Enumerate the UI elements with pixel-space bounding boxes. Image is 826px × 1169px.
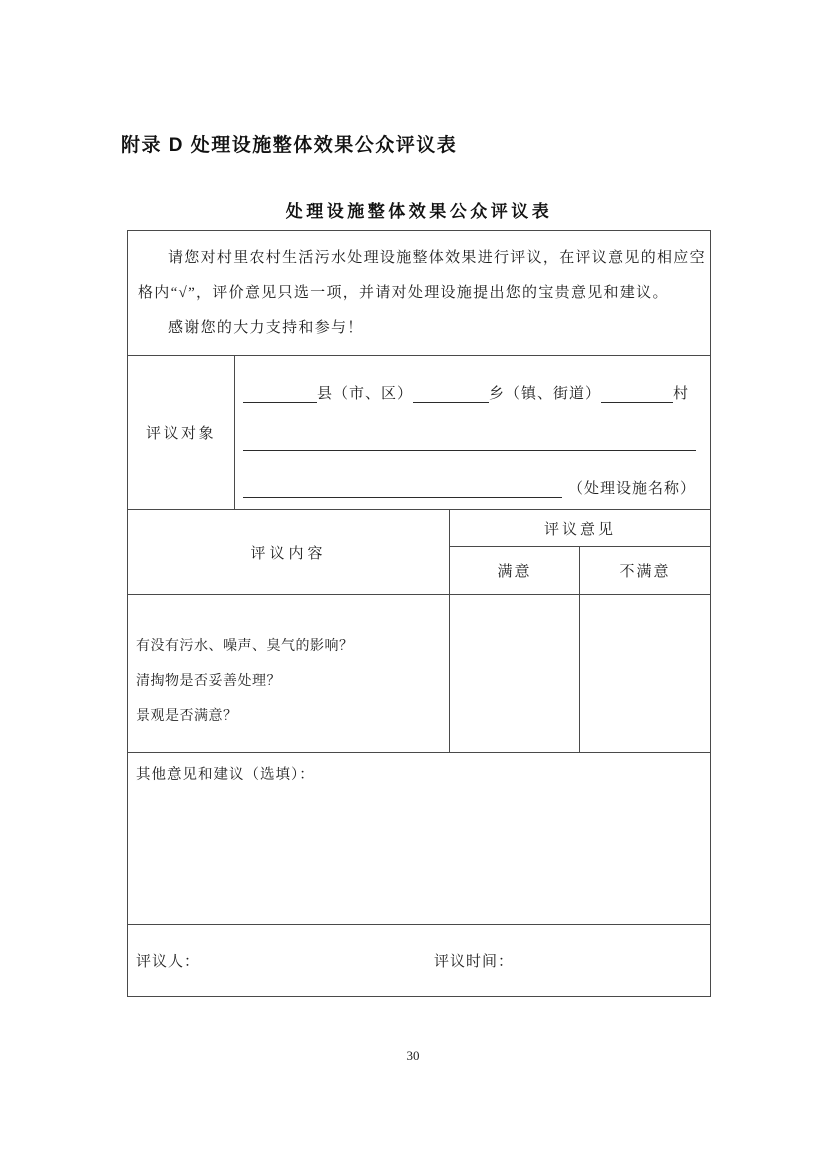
evaluation-form-table	[127, 230, 711, 997]
form-title: 处理设施整体效果公众评议表	[285, 202, 553, 221]
town-label: 乡（镇、街道）	[489, 386, 602, 402]
question-1: 有没有污水、噪声、臭气的影响？	[136, 639, 354, 654]
opinion-header: 评议意见	[450, 510, 710, 547]
evaluation-target-label: 评议对象	[128, 356, 235, 510]
county-blank-field	[243, 387, 317, 403]
intro-line-3: 感谢您的大力支持和参与！	[168, 320, 364, 336]
full-blank-field	[243, 435, 696, 451]
evaluation-target-content	[235, 356, 710, 510]
facility-name-label: （处理设施名称）	[567, 481, 696, 497]
facility-name-blank-field	[243, 482, 562, 498]
intro-line-1: 请您对村里农村生活污水处理设施整体效果进行评议，在评议意见的相应空	[168, 250, 706, 266]
intro-line-2: 格内“√”，评价意见只选一项，并请对处理设施提出您的宝贵意见和建议。	[138, 285, 669, 301]
question-2: 清掏物是否妥善处理？	[136, 674, 281, 689]
other-comments-label: 其他意见和建议（选填）：	[136, 767, 315, 783]
village-blank-field	[601, 387, 673, 403]
blank-line	[243, 435, 696, 451]
question-3: 景观是否满意？	[136, 709, 238, 724]
intro-cell	[128, 231, 710, 356]
other-comments-cell	[128, 753, 710, 925]
satisfied-answer-cell	[450, 595, 580, 753]
facility-name-line	[243, 477, 696, 498]
satisfied-header: 满意	[450, 547, 580, 595]
questions-cell	[128, 595, 450, 753]
unsatisfied-answer-cell	[580, 595, 710, 753]
county-label: 县（市、区）	[317, 386, 414, 402]
content-header: 评议内容	[128, 510, 450, 595]
signature-row	[128, 925, 710, 996]
unsatisfied-header: 不满意	[580, 547, 710, 595]
appendix-heading: 附录 D 处理设施整体效果公众评议表	[121, 135, 458, 156]
village-label: 村	[673, 386, 690, 402]
reviewer-label: 评议人：	[136, 954, 201, 970]
location-line	[243, 382, 696, 403]
town-blank-field	[413, 387, 489, 403]
review-time-label: 评议时间：	[434, 954, 515, 970]
page-number: 30	[406, 1048, 420, 1063]
